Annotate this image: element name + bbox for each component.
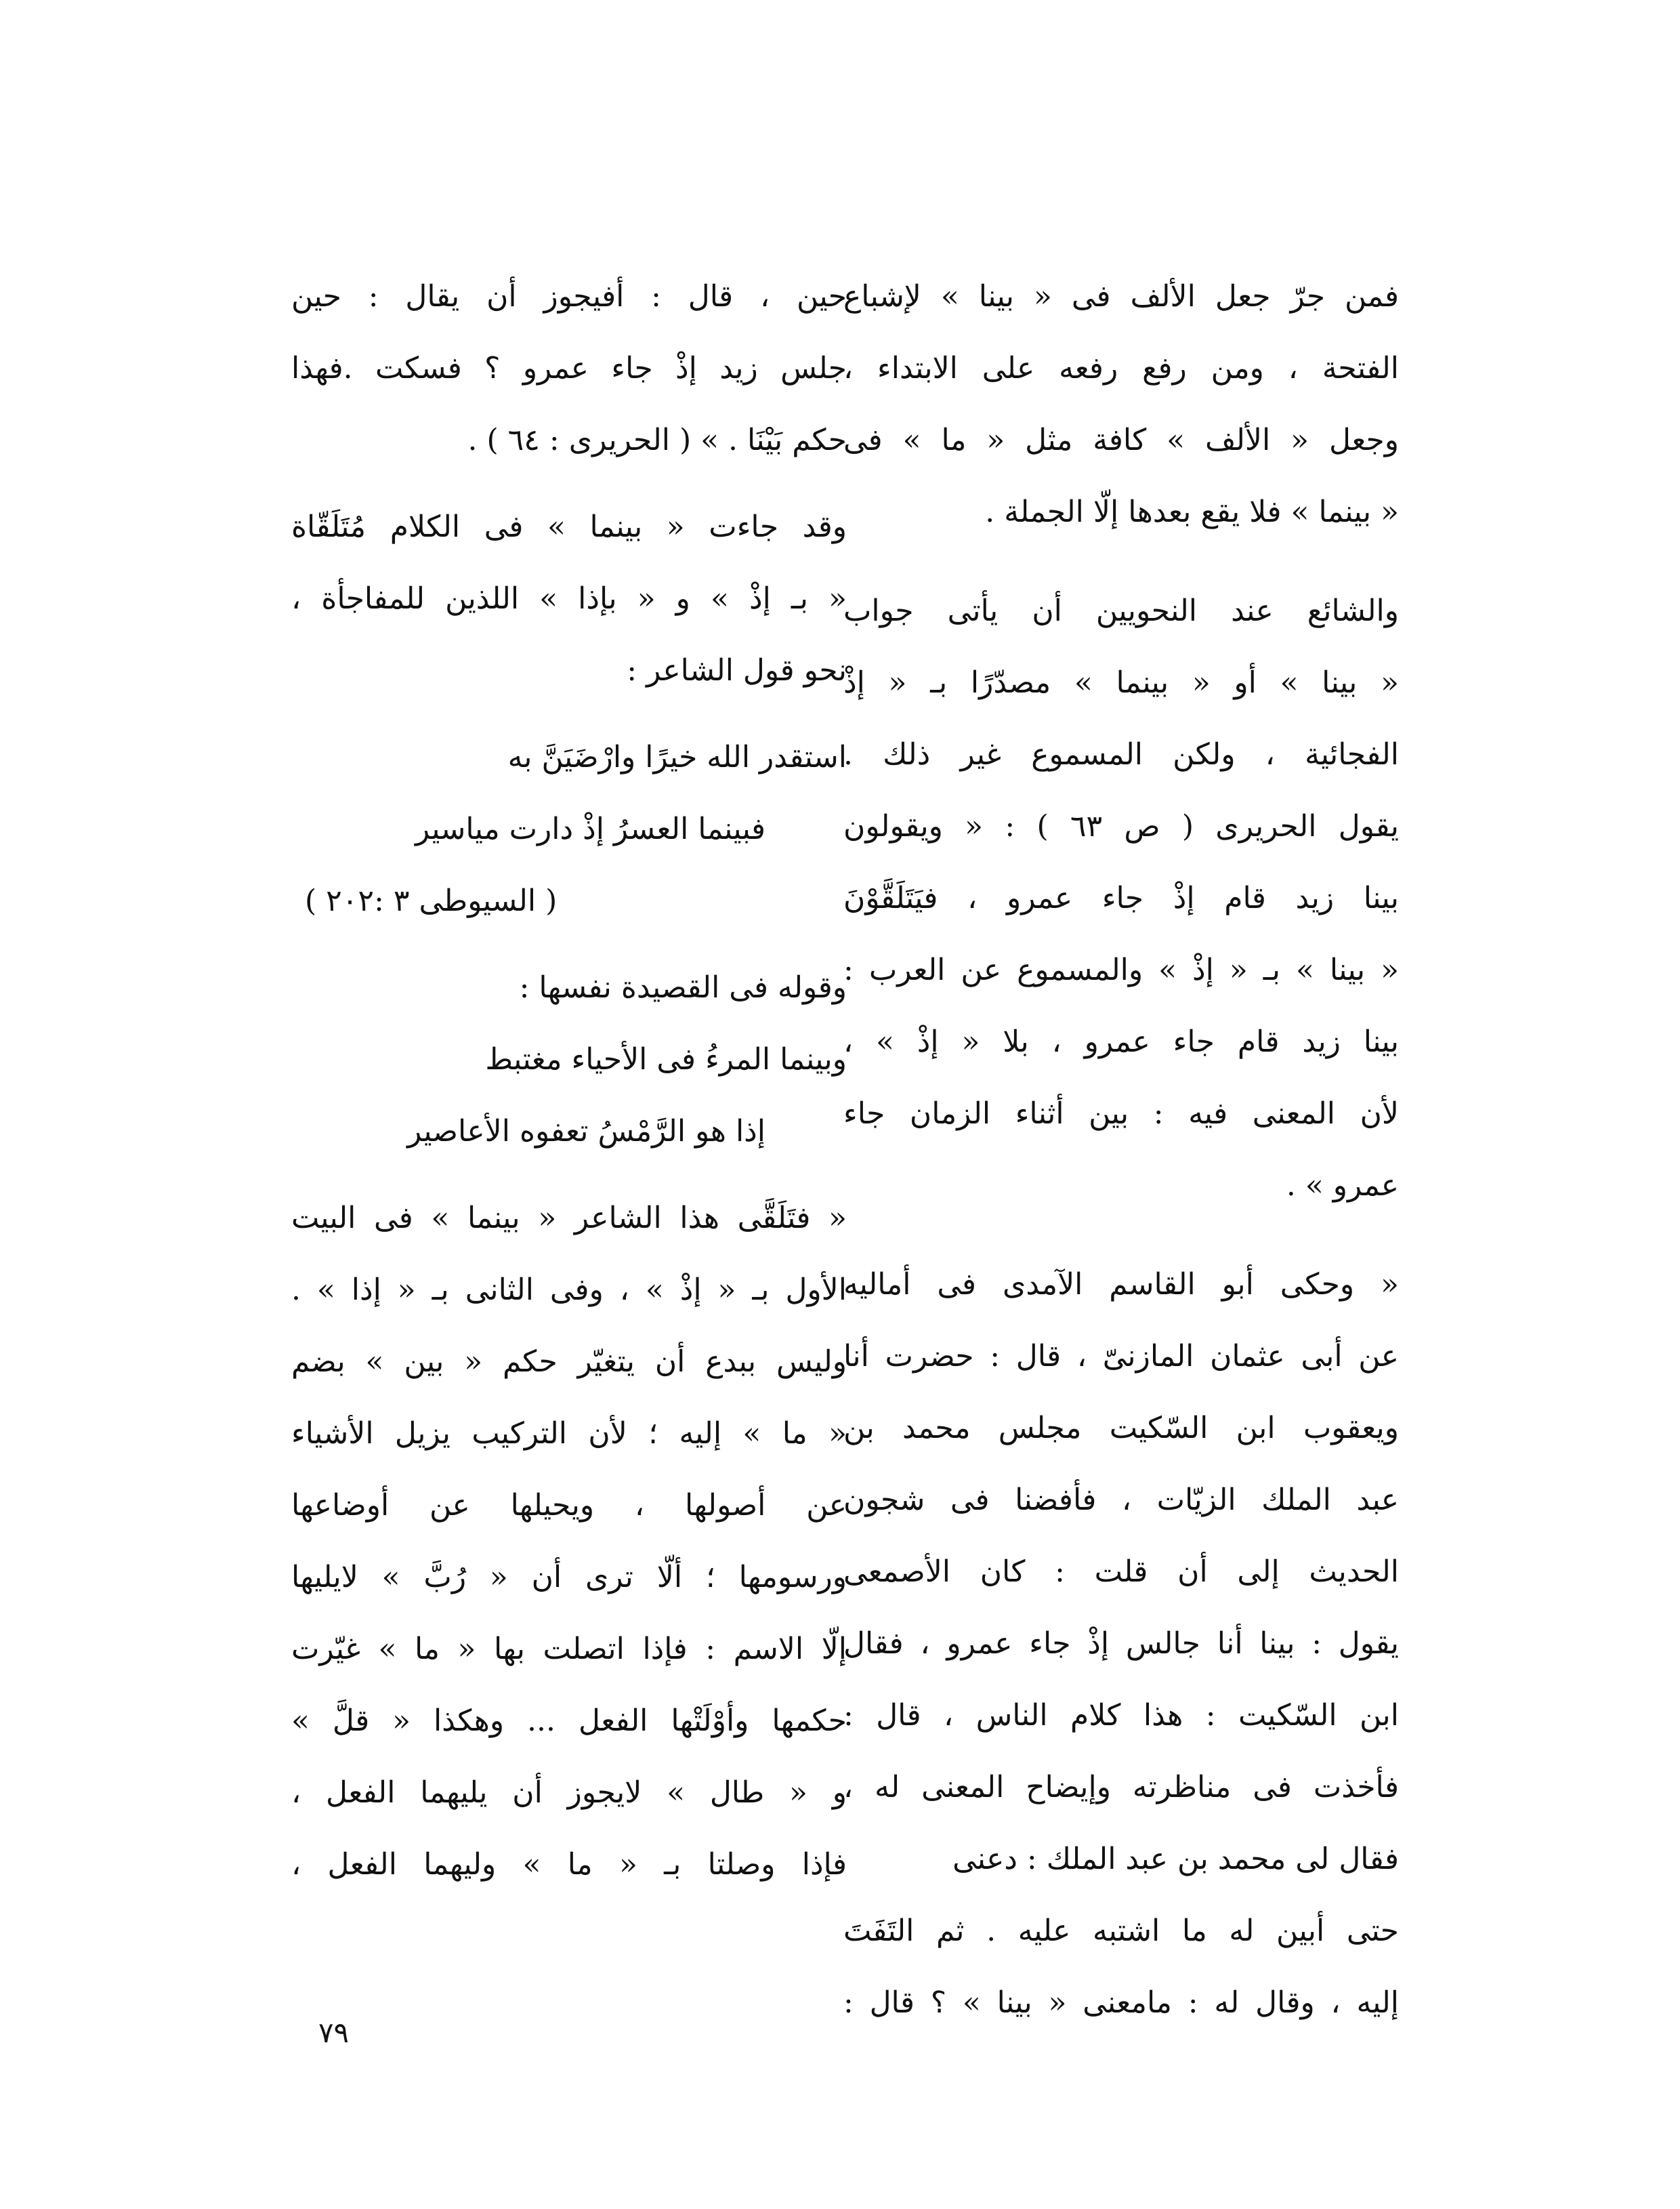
paragraph-2 bbox=[291, 491, 847, 707]
text-line: ورسومها ؛ ألّا ترى أن « رُبَّ » لايليها bbox=[291, 1560, 847, 1594]
text-line: يقول : بينا أنا جالس إذْ جاء عمرو ، فقال bbox=[843, 1626, 1399, 1661]
text-line: إليه ، وقال له : مامعنى « بينا » ؟ قال : bbox=[843, 1985, 1399, 2020]
paragraph-2 bbox=[843, 575, 1399, 1222]
citation: ( السيوطى ٣ :٢٠٢ ) bbox=[305, 884, 558, 918]
text-line: الأول بـ « إذْ » ، وفى الثانى بـ « إذا » . bbox=[291, 1273, 847, 1307]
verse-line: استقدر الله خيرًا وارْضَيَنَّ به bbox=[507, 740, 847, 775]
text-line: فإذا وصلتا بـ « ما » وليهما الفعل ، bbox=[291, 1847, 847, 1882]
text-line: وجعل « الألف » كافة مثل « ما » فى bbox=[843, 423, 1399, 457]
text-line: حين ، قال : أفيجوز أن يقال : حين bbox=[291, 279, 847, 314]
text-line: وقد جاءت « بينما » فى الكلام مُتَلَقّاة bbox=[291, 510, 847, 544]
text-line: حكمها وأوْلَتْها الفعل ... وهكذا « قلَّ » bbox=[291, 1704, 847, 1738]
text-line: عن أصولها ، ويحيلها عن أوضاعها bbox=[291, 1488, 847, 1523]
text-line: الفجائية ، ولكن المسموع غير ذلك . bbox=[843, 737, 1399, 772]
text-line: عن أبى عثمان المازنىّ ، قال : حضرت أنا bbox=[843, 1339, 1399, 1374]
text-line: وليس ببدع أن يتغيّر حكم « بين » بضم bbox=[291, 1344, 847, 1379]
text-line: « بـ إذْ » و « بإذا » اللذين للمفاجأة ، bbox=[291, 581, 847, 616]
text-line: و « طال » لايجوز أن يليهما الفعل ، bbox=[291, 1775, 847, 1810]
text-line: نحو قول الشاعر : bbox=[627, 653, 847, 688]
text-line: عمرو » . bbox=[1286, 1168, 1399, 1203]
text-line: فأخذت فى مناظرته وإيضاح المعنى له ، bbox=[843, 1770, 1399, 1804]
left-column bbox=[291, 261, 847, 1901]
verse-1 bbox=[291, 722, 847, 865]
text-line: « فتَلَقَّى هذا الشاعر « بينما » فى البيت bbox=[291, 1201, 847, 1235]
paragraph-1 bbox=[291, 261, 847, 476]
text-line: « ما » إليه ؛ لأن التركيب يزيل الأشياء bbox=[291, 1416, 847, 1451]
text-line: حكم بَيْنَا . » ( الحريرى : ٦٤ ) . bbox=[467, 423, 847, 457]
paragraph-3 bbox=[843, 1249, 1399, 2039]
text-line: عبد الملك الزيّات ، فأفضنا فى شجون bbox=[843, 1483, 1399, 1517]
verse-2 bbox=[291, 1024, 847, 1168]
right-column bbox=[843, 261, 1399, 2039]
text-line: والشائع عند النحويين أن يأتى جواب bbox=[843, 594, 1399, 628]
verse-line: إذا هو الرَّمْسُ تعفوه الأعاصير bbox=[407, 1114, 765, 1149]
text-line: يقول الحريرى ( ص ٦٣ ) : « ويقولون bbox=[843, 809, 1399, 844]
text-line: « بينا » بـ « إذْ » والمسموع عن العرب : bbox=[843, 953, 1399, 987]
text-line: حتى أبين له ما اشتبه عليه . ثم التَفَتَ bbox=[843, 1914, 1399, 1948]
text-line: ويعقوب ابن السّكيت مجلس محمد بن bbox=[843, 1411, 1399, 1445]
paragraph-1 bbox=[843, 261, 1399, 548]
text-line: « بينما » فلا يقع بعدها إلّا الجملة . bbox=[985, 495, 1399, 529]
verse-line: فبينما العسرُ إذْ دارت مياسير bbox=[415, 812, 765, 846]
text-line: إلّا الاسم : فإذا اتصلت بها « ما » غيّرت bbox=[291, 1632, 847, 1666]
verse-intro: وقوله فى القصيدة نفسها : bbox=[519, 970, 847, 1005]
text-line: « بينا » أو « بينما » مصدّرًا بـ « إذْ bbox=[843, 665, 1399, 700]
text-line: ابن السّكيت : هذا كلام الناس ، قال : bbox=[843, 1698, 1399, 1733]
page-number: ٧٩ bbox=[318, 2016, 350, 2049]
verse-line: وبينما المرءُ فى الأحياء مغتبط bbox=[485, 1042, 847, 1077]
text-line: « وحكى أبو القاسم الآمدى فى أماليه bbox=[843, 1267, 1399, 1302]
text-line: فقال لى محمد بن عبد الملك : دعنى bbox=[952, 1842, 1399, 1876]
text-line: بينا زيد قام جاء عمرو ، بلا « إذْ » ، bbox=[843, 1025, 1399, 1059]
text-line: فمن جرّ جعل الألف فى « بينا » لإشباع bbox=[843, 279, 1399, 314]
text-line: جلس زيد إذْ جاء عمرو ؟ فسكت .فهذا bbox=[291, 351, 847, 386]
text-line: لأن المعنى فيه : بين أثناء الزمان جاء bbox=[843, 1096, 1399, 1131]
text-line: بينا زيد قام إذْ جاء عمرو ، فيَتَلَقَّوْنَ bbox=[843, 881, 1399, 915]
text-line: الحديث إلى أن قلت : كان الأصمعى bbox=[843, 1554, 1399, 1589]
paragraph-3 bbox=[291, 1182, 847, 1901]
text-line: الفتحة ، ومن رفع رفعه على الابتداء ، bbox=[843, 351, 1399, 386]
